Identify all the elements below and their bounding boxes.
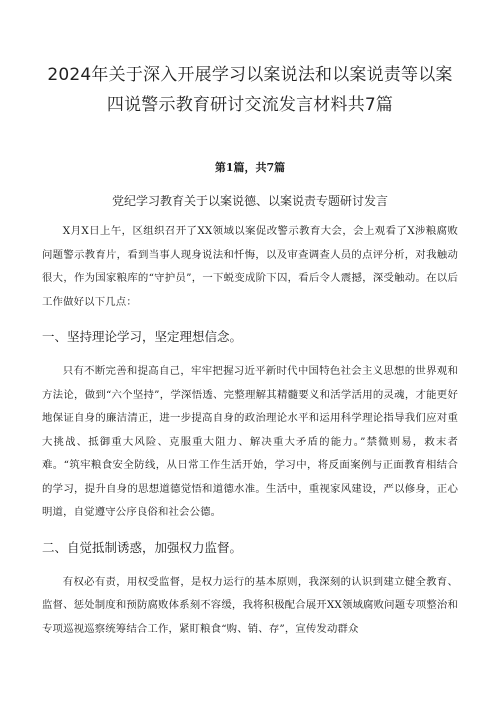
- document-title: 2024年关于深入开展学习以案说法和以案说责等以案四说警示教育研讨交流发言材料共7篇: [47, 65, 453, 115]
- heading-1: 一、坚持理论学习，坚定理想信念。: [42, 329, 243, 344]
- paragraph-2: 有权必有责，用权受监督，是权力运行的基本原则，我深刻的认识到建立健全教育、监督、惩处制度和预防腐败体系刻不容缓，我将积极配合展开XX领域腐败问题专项整治和专项巡视巡察统筹结合工作，紧盯粮食“购、销、存”，宣传发动群众: [42, 575, 458, 635]
- section-title: 党纪学习教育关于以案说德、以案说责专题研讨发言: [111, 194, 388, 208]
- intro-paragraph: X月X日上午，区组织召开了XX领域以案促改警示教育大会，会上观看了X涉粮腐败问题警示教育片，看到当事人现身说法和忏悔，以及审查调查人员的点评分析，对我触动很大，作为国家粮库的“守护员”，一下蜕变成阶下囚，看后令人震撼，深受触动。在以后工作做好以下几点：: [42, 225, 458, 308]
- part-label: 第1篇，共7篇: [214, 161, 286, 174]
- paragraph-1: 只有不断完善和提高自己，牢牢把握习近平新时代中国特色社会主义思想的世界观和方法论，做到“六个坚持”，学深悟透、完整理解其精髓要义和活学活用的灵魂，才能更好地保证自身的廉洁清正，进一步提高自身的政治理论水平和运用科学理论指导我们应对重大挑战、抵御重大风险、克服重大阻力、解决重大矛盾的能力。”禁微则易，救末者难。“筑牢粮食安全防线，从日常工作生活开始，学习中，将反面案例与正面教育相结合的学习，提升自身的思想道德觉悟和道德水准。生活中，重视家风建设，严以修身，正心明道，自觉遵守公序良俗和社会公德。: [42, 365, 458, 518]
- heading-2: 二、自觉抵制诱惑，加强权力监督。: [42, 539, 243, 555]
